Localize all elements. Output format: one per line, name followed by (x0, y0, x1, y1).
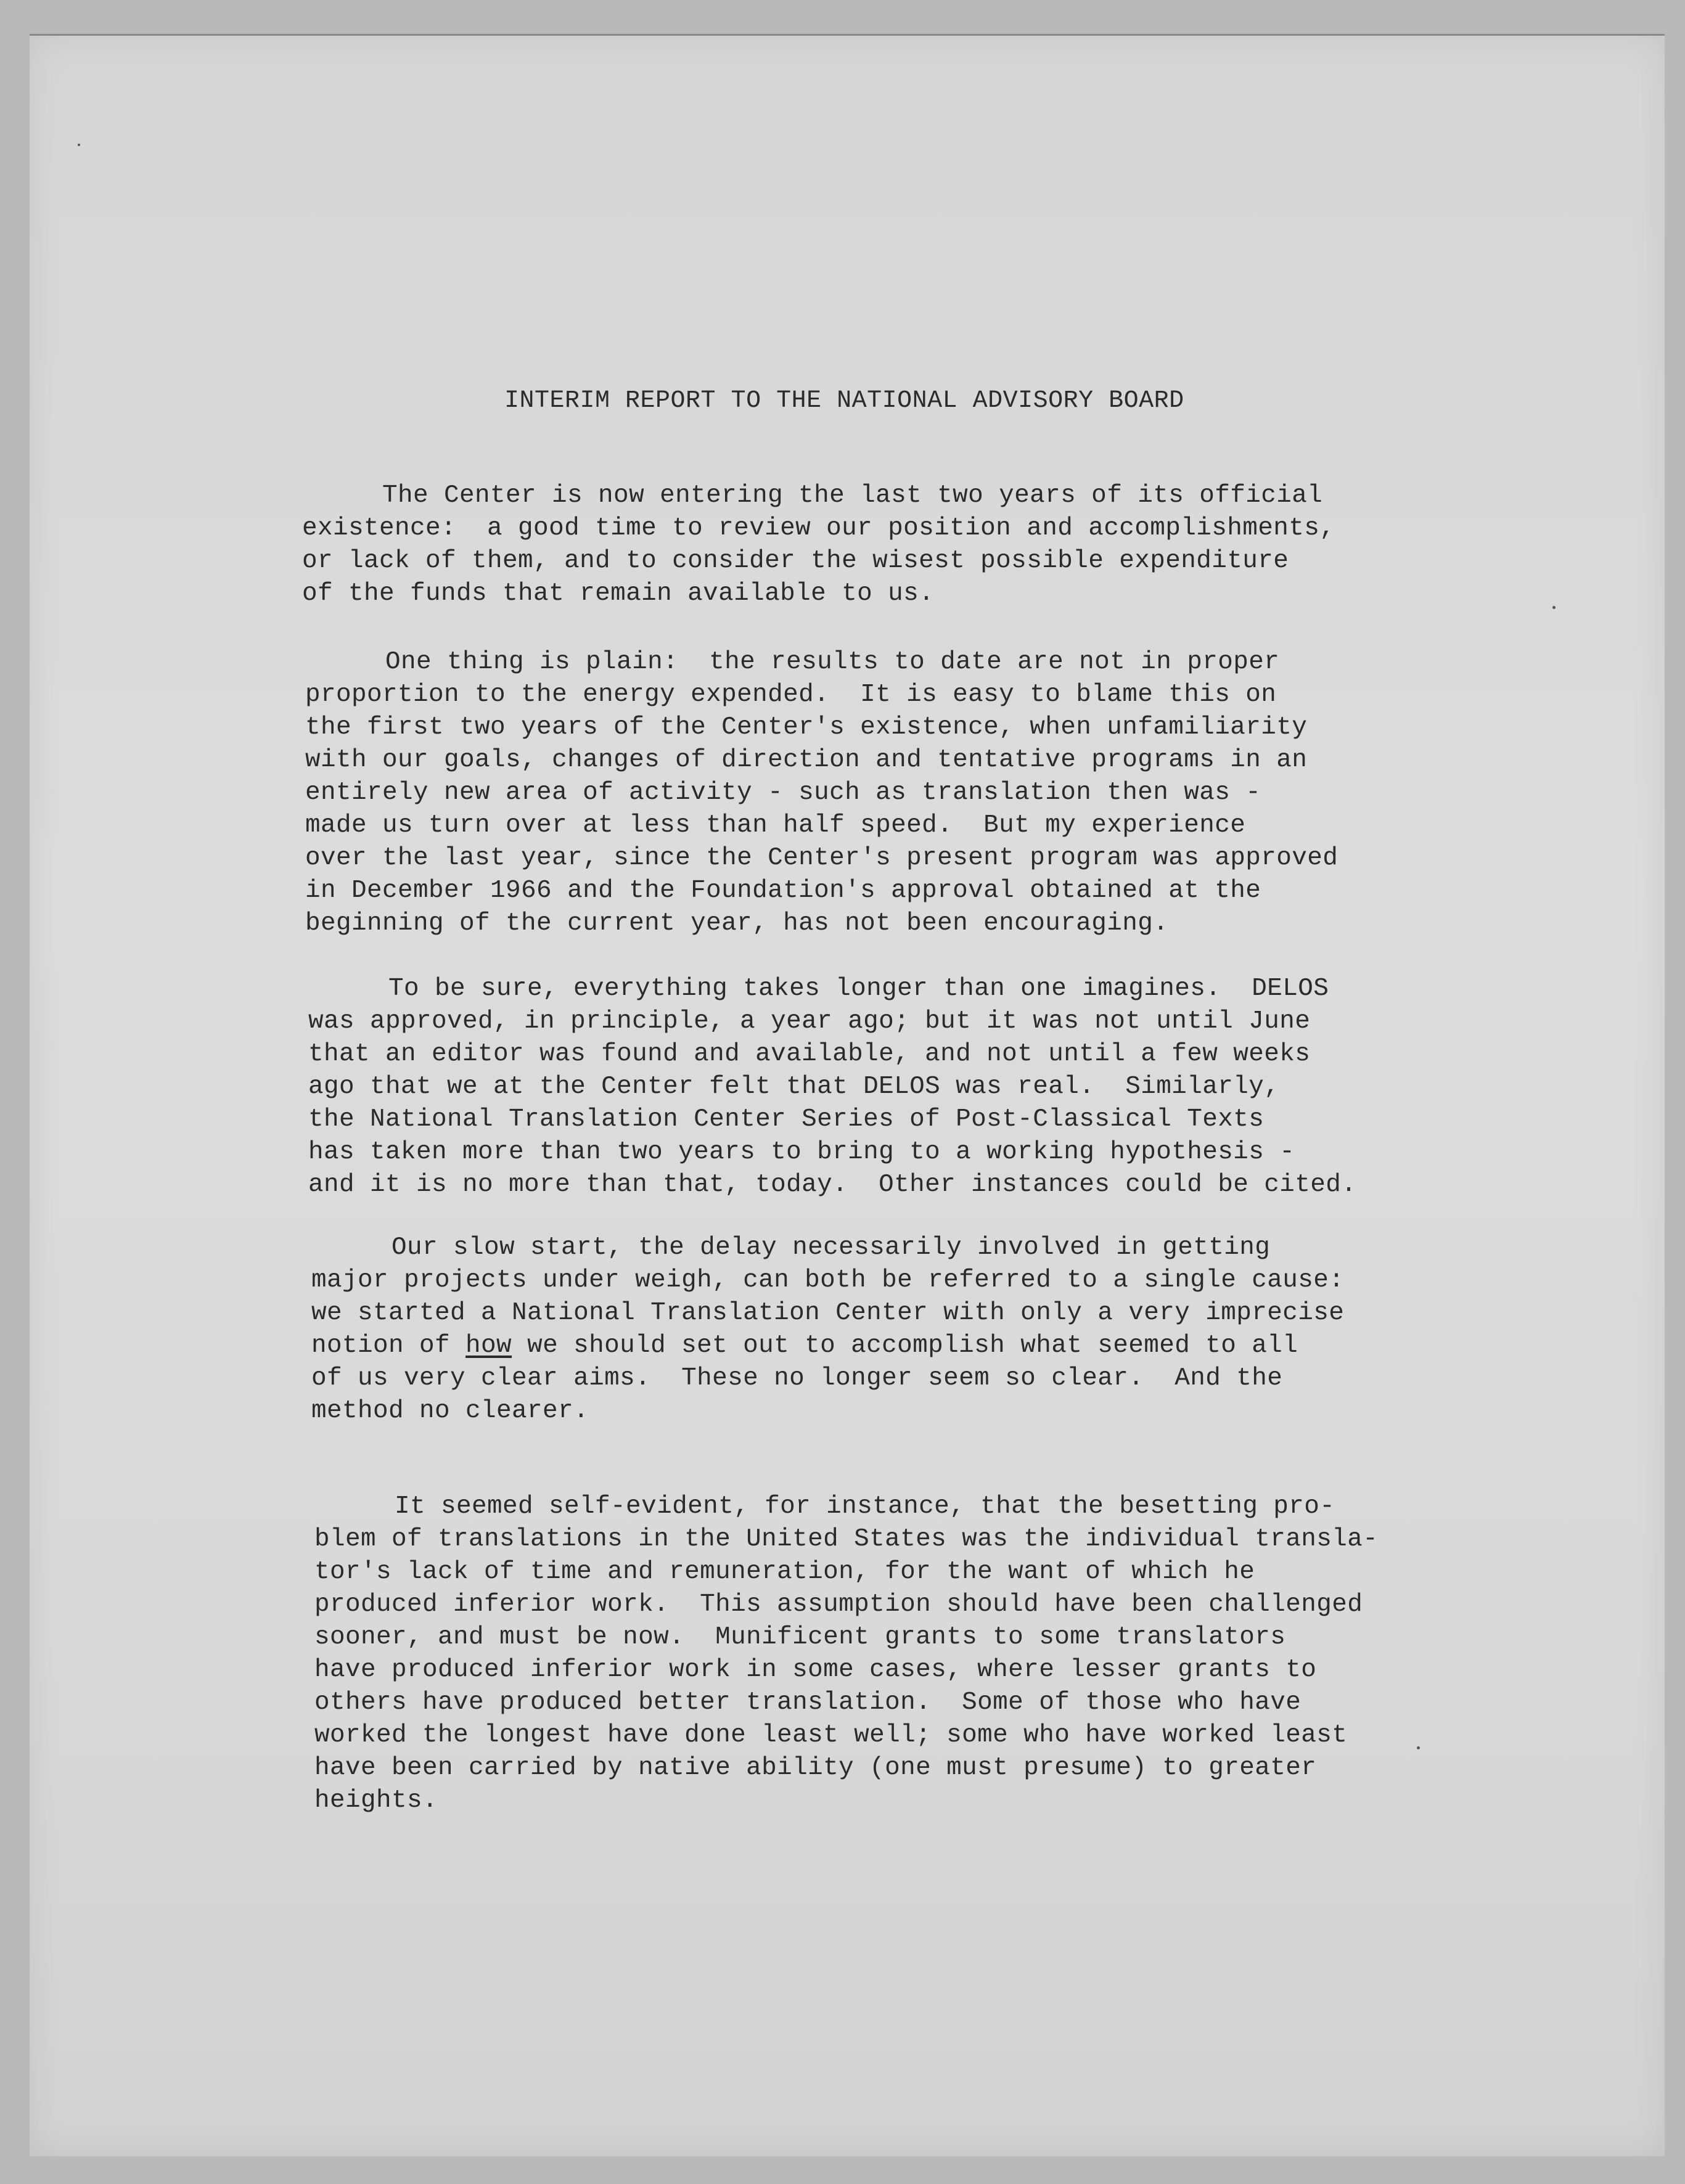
text-line: have produced inferior work in some cases, where lesser grants to (314, 1656, 1317, 1684)
text-line: in December 1966 and the Foundation's approval obtained at the (305, 877, 1261, 905)
paper-speck (1552, 606, 1556, 609)
text-line: made us turn over at less than half speed. But my experience (305, 811, 1246, 840)
text-line: the first two years of the Center's existence, when unfamiliarity (305, 713, 1308, 742)
text-line: have been carried by native ability (one must presume) to greater (314, 1754, 1317, 1782)
text-line: over the last year, since the Center's present program was approved (305, 844, 1339, 872)
paper-speck (78, 144, 80, 146)
text-line: tor's lack of time and remuneration, for the want of which he (314, 1558, 1255, 1586)
text-line: sooner, and must be now. Munificent grants to some translators (314, 1623, 1286, 1651)
text-line: that an editor was found and available, and not until a few weeks (308, 1040, 1311, 1068)
text-line: the National Translation Center Series of Post-Classical Texts (308, 1105, 1265, 1134)
text-line: To be sure, everything takes longer than one imagines. DELOS (388, 975, 1329, 1003)
paragraph-4 (311, 1232, 1344, 1428)
text-line: major projects under weigh, can both be referred to a single cause: (311, 1266, 1345, 1294)
text-line: has taken more than two years to bring to a working hypothesis - (308, 1138, 1295, 1166)
text-line: and it is no more than that, today. Other instances could be cited. (308, 1171, 1357, 1199)
text-line: proportion to the energy expended. It is easy to blame this on (305, 681, 1277, 709)
paragraph-1 (302, 480, 1335, 610)
paragraph-2 (305, 646, 1338, 940)
paper-sheet (30, 34, 1665, 2156)
text-line: we started a National Translation Center with only a very imprecise (311, 1299, 1345, 1327)
text-line: worked the longest have done least well; some who have worked least (314, 1721, 1348, 1749)
text-line: ago that we at the Center felt that DELOS was real. Similarly, (308, 1073, 1280, 1101)
text-line: produced inferior work. This assumption should have been challenged (314, 1590, 1363, 1619)
document-title: INTERIM REPORT TO THE NATIONAL ADVISORY BOARD (504, 387, 1184, 415)
text-line: One thing is plain: the results to date are not in proper (385, 648, 1280, 676)
text-line: of us very clear aims. These no longer seem so clear. And the (311, 1364, 1283, 1393)
text-line: entirely new area of activity - such as translation then was - (305, 779, 1261, 807)
text-line: with our goals, changes of direction and tentative programs in an (305, 746, 1308, 774)
text-line: beginning of the current year, has not been encouraging. (305, 909, 1169, 938)
paragraph-5 (314, 1491, 1378, 1817)
text-line: or lack of them, and to consider the wisest possible expenditure (302, 547, 1289, 575)
text-line: existence: a good time to review our position and accomplishments, (302, 514, 1335, 542)
paragraph-3 (308, 973, 1356, 1201)
text-line: others have produced better translation. Some of those who have (314, 1688, 1302, 1717)
text-line: notion of how we should set out to accomplish what seemed to all (311, 1331, 1298, 1360)
text-line: The Center is now entering the last two years of its official (382, 481, 1323, 510)
underlined-word: how (465, 1331, 512, 1360)
text-line: of the funds that remain available to us. (302, 579, 935, 608)
paper-speck (1417, 1746, 1420, 1749)
text-line: method no clearer. (311, 1397, 589, 1425)
text-line: It seemed self-evident, for instance, that the besetting pro- (395, 1492, 1335, 1521)
text-line: blem of translations in the United States was the individual transla- (314, 1525, 1379, 1553)
text-line: Our slow start, the delay necessarily involved in getting (392, 1233, 1271, 1262)
text-line: heights. (314, 1786, 438, 1815)
text-line: was approved, in principle, a year ago; but it was not until June (308, 1007, 1311, 1036)
